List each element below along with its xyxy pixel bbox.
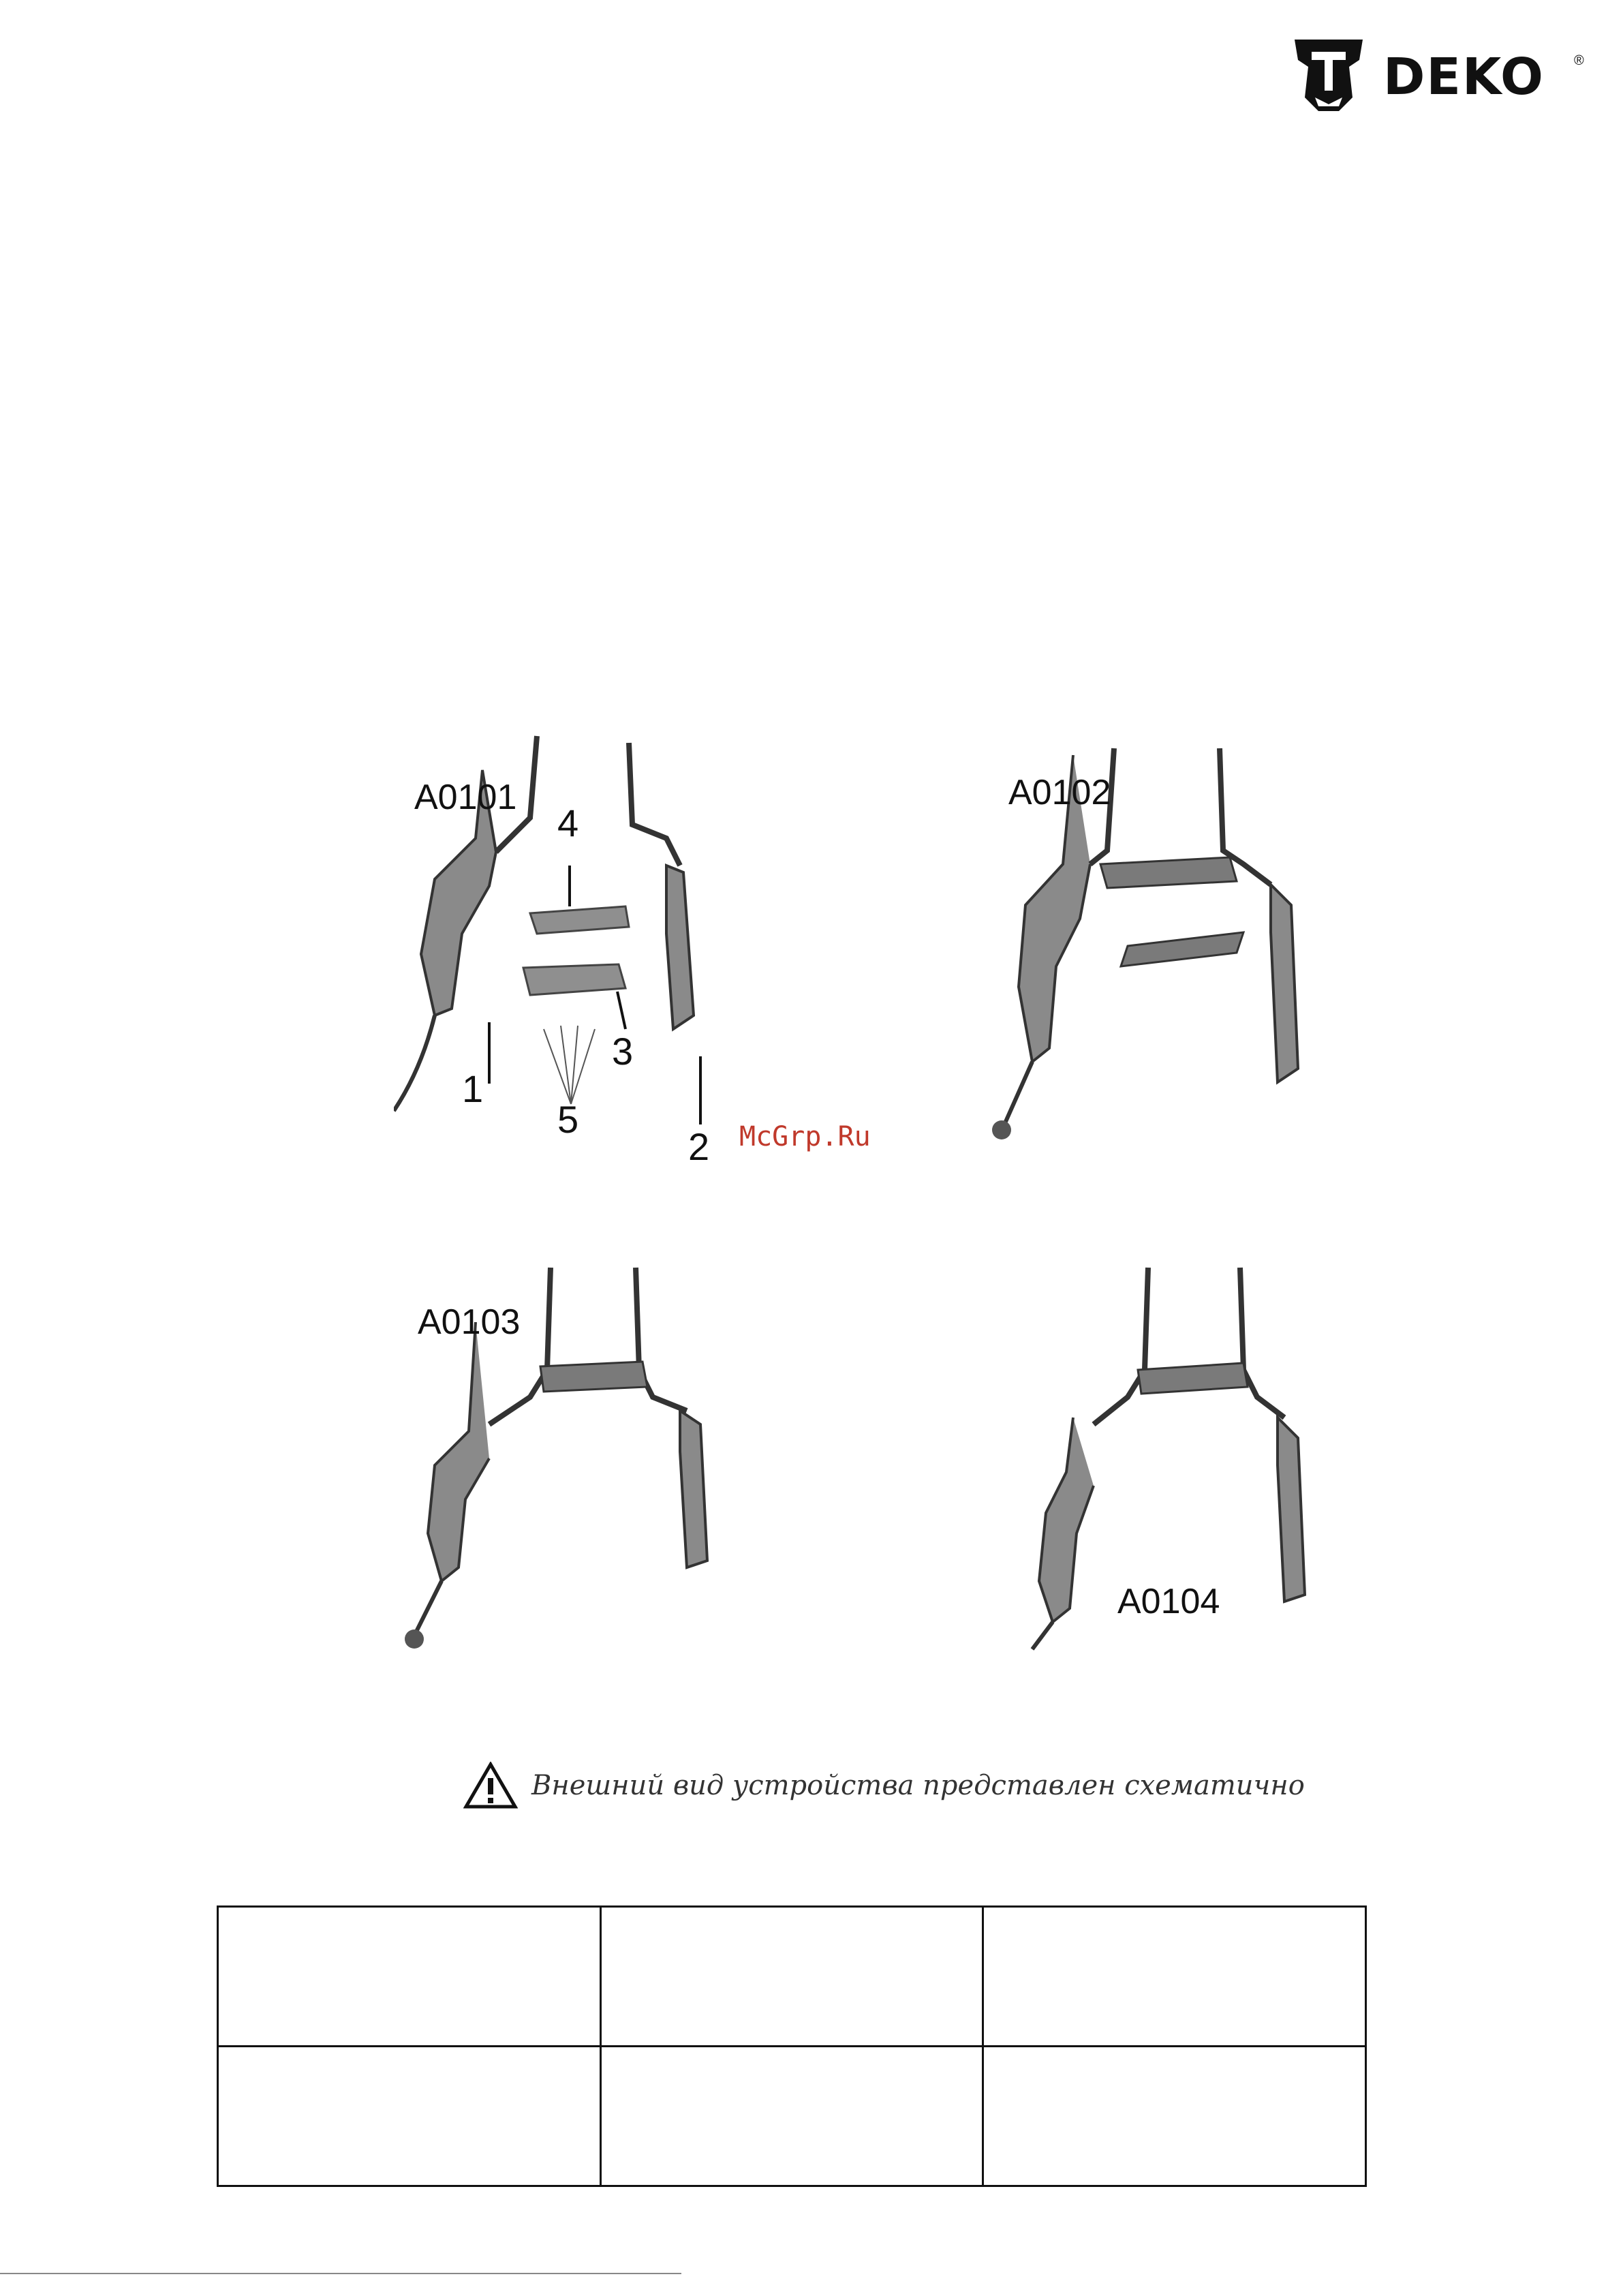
watermark: McGrp.Ru — [739, 1121, 871, 1152]
figure-a0103 — [394, 1240, 721, 1663]
schematic-note — [463, 1755, 1305, 1816]
callout-4: 4 — [557, 801, 579, 844]
figure-label: A0102 — [1008, 773, 1111, 812]
callout-1: 1 — [462, 1067, 484, 1110]
callout-5: 5 — [557, 1098, 579, 1141]
table-cell — [218, 2047, 601, 2186]
figure-label: A0104 — [1117, 1582, 1220, 1621]
figure-a0104 — [985, 1240, 1325, 1663]
warning-icon — [463, 1762, 518, 1809]
callout-2: 2 — [688, 1125, 710, 1168]
specification-table — [217, 1905, 1367, 2187]
callout-3: 3 — [612, 1030, 634, 1073]
brand-logo — [1288, 33, 1588, 114]
figure-label: A0103 — [418, 1302, 521, 1342]
registered-mark: ® — [1574, 53, 1584, 68]
table-cell — [600, 1907, 983, 2047]
table-cell — [983, 2047, 1366, 2186]
table-cell — [600, 2047, 983, 2186]
figure-label: A0101 — [414, 778, 517, 817]
footer-divider — [0, 2273, 681, 2274]
figure-a0101 — [394, 729, 721, 1168]
brand-name: DEKO — [1383, 48, 1545, 106]
table-row — [218, 2047, 1366, 2186]
table-row — [218, 1907, 1366, 2047]
table-cell — [983, 1907, 1366, 2047]
table-cell — [218, 1907, 601, 2047]
figure-a0102 — [971, 728, 1325, 1164]
note-text: Внешний вид устройства представлен схематично — [531, 1770, 1305, 1801]
logo-mask-icon — [1288, 33, 1370, 114]
